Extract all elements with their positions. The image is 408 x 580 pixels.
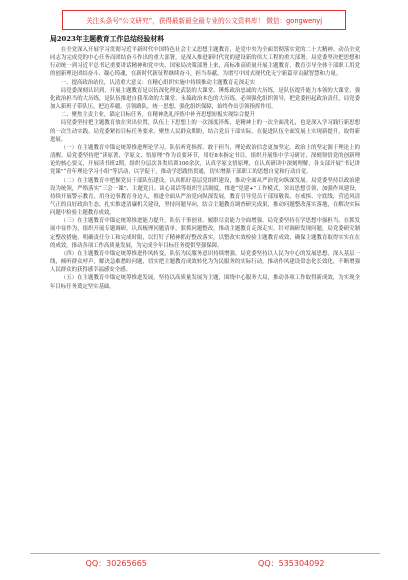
footer-qq-1: QQ：30265665 (85, 558, 147, 568)
paragraph: 在全党深入开展学习贯彻习近平新时代中国特色社会主义思想主题教育，是党中央为全面贯彻落实党的二十大精神、动员全党同志为完成党的中心任务而团结奋斗作出的重大部署，是深入推进新时代党的建设新的伟大工程的重大部署。局党委坚决把思想和行动统一到习近平总书记重要讲话精神和党中央、国家局决策部署上来，高标准高质量开展主题教育，教育引导全体干部职工用党的创新理论团结奋斗、凝心铸魂，在新时代新征程继续奋斗，担当奉献，为谱写中国式现代化无宁新篇章贡献智慧和力量。 (50, 47, 360, 78)
document-body (50, 32, 360, 291)
section-heading: 二、聚焦主责主业，锚定目标任务，在精神洗礼淬炼中补齐思想短板实现综合提升 (60, 112, 255, 119)
paragraph: （五）在主题教育中锚定统筹推进发展，坚持以高质量发展为主题，围绕中心服务大局，推动各项工作取得新成效，为实现全年目标任务奠定坚实基础。 (50, 275, 360, 290)
paragraph: （四）在主题教育中锚定统筹推进作风转变，队伍为民服务意识持续增强。局党委坚持以人民为中心的发展思想，深入基层一线，倾听群众呼声，解决急难愁盼问题，切实把主题教育成效转化为为民服务的实际行动，推动作风建设常态化长效化，不断增强人民群众的获得感幸福感安全感。 (50, 250, 360, 274)
paragraph: （三）在主题教育中锚定统筹推进能力提升，队伍干事创业、履职尽责能力全面增强。局党委坚持在学思想中强担当、在抓发展中显作为，组织开展专题调研，认真梳理问题清单，狠抓问题整改，推动主题教育走深走实。针对调研发现问题，局党委研究制定整改措施，明确责任分工和完成时限，以钉钉子精神抓好整改落实，以整改实效检验主题教育成效，确保主题教育取得实实在在的成效，推动各项工作高质量发展，为完成全年目标任务提供坚强保障。 (50, 218, 360, 249)
footer-qq-2: QQ：535304092 (258, 558, 325, 568)
paragraph: 局党委坚持把主题教育放在突出位置，队伍上下思想上的一次深度淬炼，是精神上的一次全面洗礼，也是深入学习践行新思想的一次生动实践。局党委紧扣目标任务要求，聚焦人民群众期盼，结合党员干部实际，在促进队伍全面发展上实现新提升，取得新进展。 (50, 120, 360, 143)
paragraph: （一）在主题教育中锚定统筹推进理论学习，队伍听党指挥、敢于担当，理论政治信念更加坚定。政治上的坚定源于理论上的清醒。局党委坚持把“读原著、学原文、悟原理”作为首要环节，用好8本指定书目，组织开展集中学习研讨，深刻领悟党的创新理论的核心要义，开展读书班2期，组织分层次各类培训100余次，认真学原文悟原理，在认真研读中深刻理解，各支部开展“书记讲党课”“青年理论学习小组”等活动，以学促干，推动学思践悟贯通，切实增强干部职工的思想自觉和行动自觉。 (50, 144, 360, 176)
section-heading: 一、提高政治站位，认清重大意义：在精心组织实施中持续推动主题教育走深走实 (60, 79, 255, 86)
paragraph: 局党委深刻认识到，开展主题教育是以伍深化理论武装的大课堂、锤炼政治忠诚的大历练，是队伍提升能力本领的大课堂、强化政治担当的大历练，是队伍推进自我革命的大课堂、永葆政治本色的大历练。必须强化组织领导，把党委担起政治责任，局党委加入新班子带队压，把边养疆，引领路队，统一思想，强化组织保障，始终作出引领指挥作用。 (50, 87, 360, 111)
header-banner: 关注头条号“公文研究”，获得最新最全最专业的公文资料库！ 微信：gongwenyj (62, 10, 346, 30)
footer-contact (30, 553, 380, 572)
document-title: 局2023年主题教育工作总结经验材料 (50, 35, 165, 43)
paragraph: （二）在主题教育中把握党员干部队伍建设，认真抓好基层党组织建设，推动全面从严治党向纵深发展。局党委坚持以政治建设为统领，严格落实“三会一课”、主题党日、谈心谈话等组织生活制度，推进“党建+”工作模式，突出思想引领，加强作风建设，持续开展警示教育，用身边事教育身边人，推进全面从严治党向纵深发展，教育引导党员干部知敬畏、存戒惧、守底线，营造风清气正的良好政治生态，扎实推进清廉机关建设，坚持问题导向，结合主题教育调查研究成果，推动问题整改落实落地，在解决实际问题中检验主题教育成效。 (50, 177, 360, 217)
